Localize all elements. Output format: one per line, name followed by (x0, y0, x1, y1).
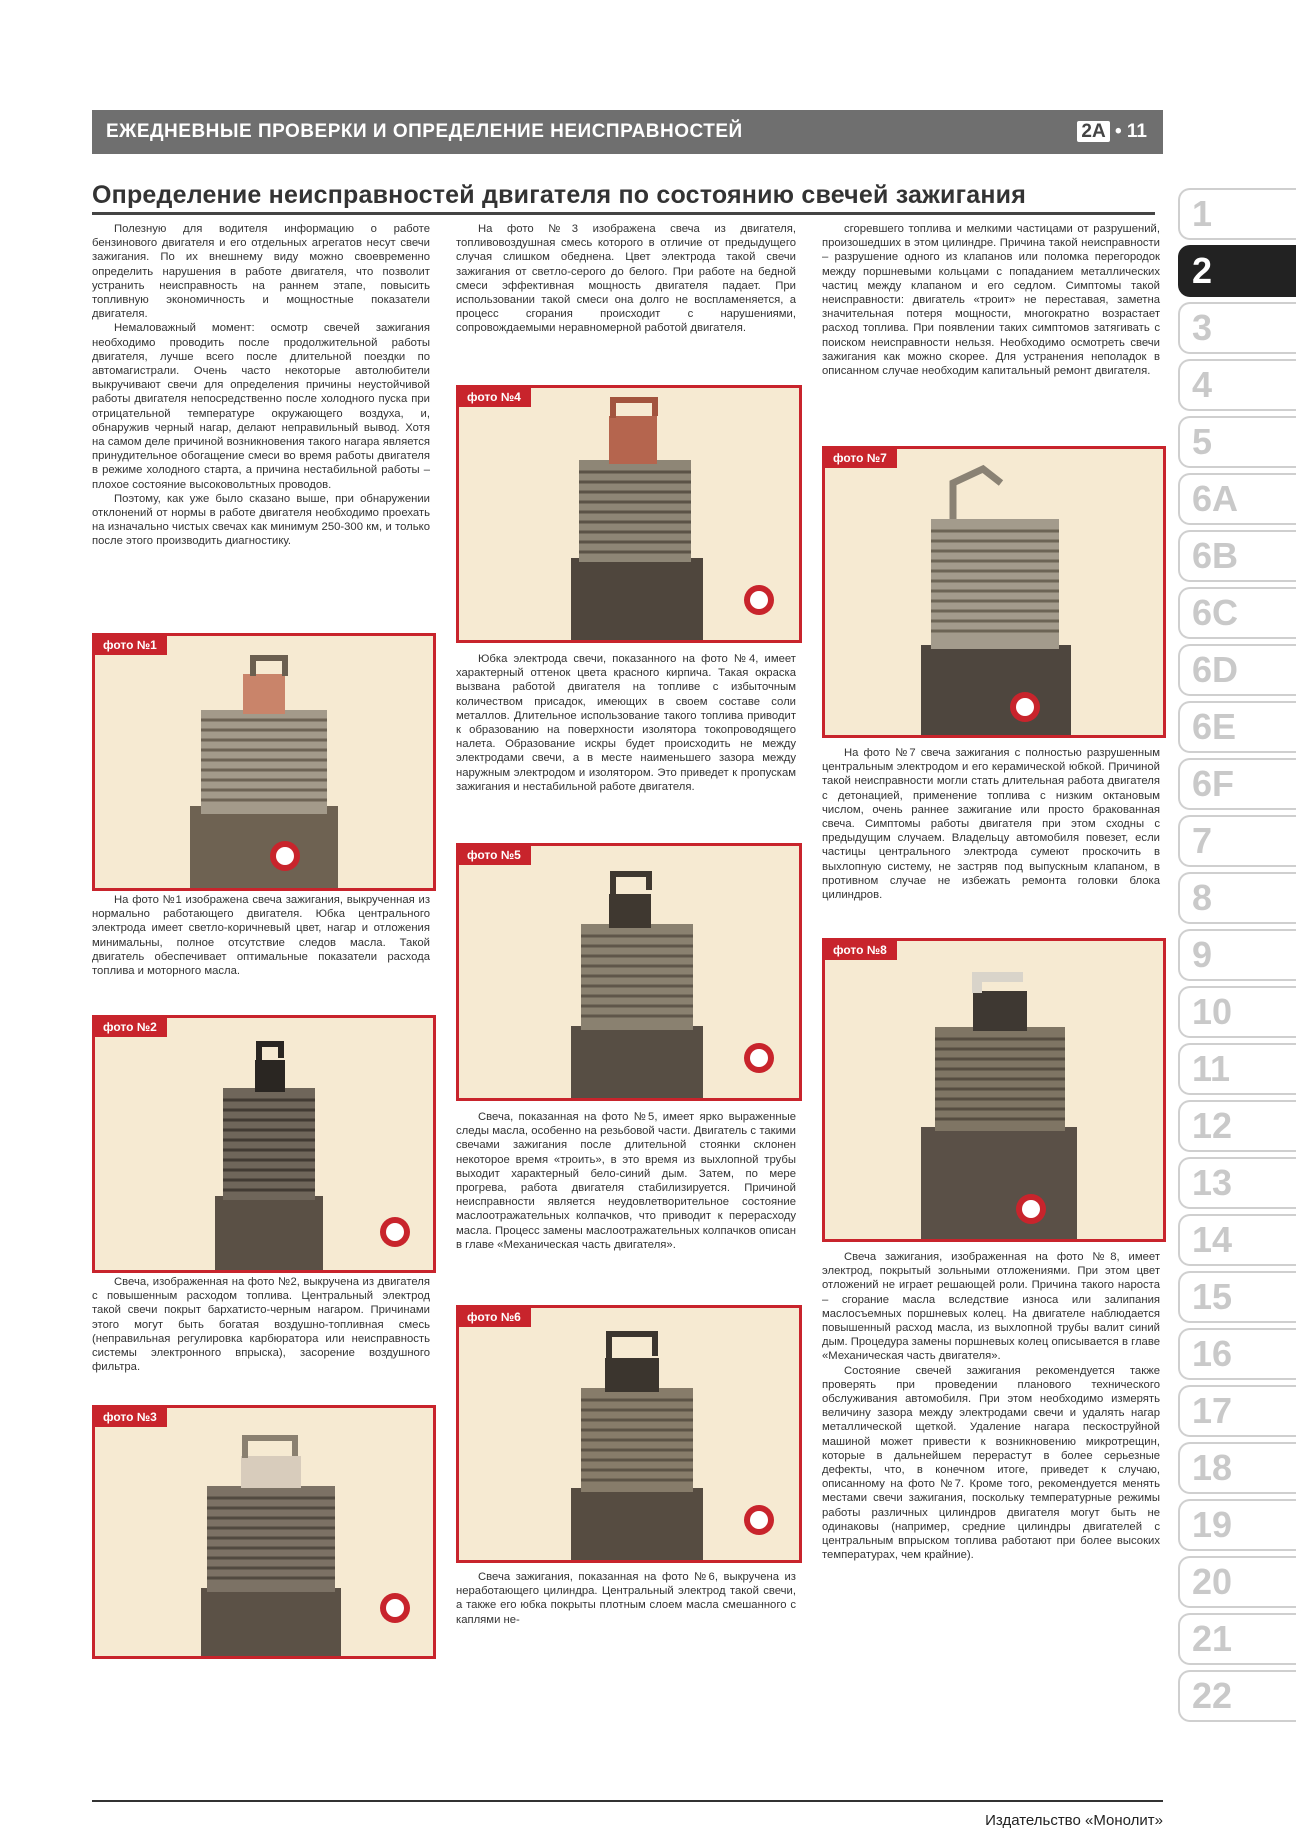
page-title: Определение неисправностей двигателя по состоянию свечей зажигания (92, 181, 1026, 209)
photo-label: фото №1 (95, 636, 167, 655)
paragraph: сгоревшего топлива и мелкими частицами от разрушений, произошедших в этом цилиндре. Причина такой неисправности – разрушение одного из клапанов или поломка перегородок между поршневыми кольцами с попаданием металлических частиц между клапаном и его седлом. Симптомы такой неисправности: двигатель «троит» не переставая, заметна значительная потеря мощности, многократно возрастает расход топлива. При появлении таких симптомов затягивать с поиском неисправности нельзя. Необходимо осмотреть свечи зажигания как можно скорее. Для устранения неполадок в описанном случае необходим капитальный ремонт двигателя. (822, 223, 1160, 378)
spark-plug-image (95, 1018, 433, 1270)
section-title: ЕЖЕДНЕВНЫЕ ПРОВЕРКИ И ОПРЕДЕЛЕНИЕ НЕИСПРАВНОСТЕЙ (106, 121, 743, 142)
photo-2 (92, 1015, 436, 1273)
chapter-tab-6f[interactable]: 6F (1178, 758, 1296, 810)
spark-plug-image (459, 1308, 799, 1560)
chapter-tab-13[interactable]: 13 (1178, 1157, 1296, 1209)
chapter-tab-6c[interactable]: 6C (1178, 587, 1296, 639)
col3-text-photo7 (822, 746, 1160, 902)
photo-6 (456, 1305, 802, 1563)
paragraph: Свеча, изображенная на фото №2, выкручена из двигателя с повышенным расходом топлива. Центральный электрод такой свечи покрыт бархатисто-черным нагаром. Причинами этого могут быть богатая воздушно-топливная смесь (неправильная регулировка карбюратора или неисправность системы электронного впрыска), засорение воздушного фильтра. (92, 1276, 430, 1374)
paragraph: На фото №7 свеча зажигания с полностью разрушенным центральным электродом и его керамической юбкой. Причиной такой неисправности могли стать длительная работа двигателя с детонацией, применение топлива с низким октановым числом, очень раннее зажигание или просто бракованная свеча. Симптомы работы двигателя при этом сходны с предыдущим случаем. Владельцу автомобиля повезет, если частицы центрального электрода сумеют проскочить в выхлопную систему, не застряв под выпускным клапаном, в противном случае не избежать ремонта головки блока цилиндров. (822, 747, 1160, 902)
photo-label: фото №8 (825, 941, 897, 960)
chapter-tab-1[interactable]: 1 (1178, 188, 1296, 240)
photo-8 (822, 938, 1166, 1242)
chapter-badge: 2A (1077, 121, 1109, 142)
photo-label: фото №5 (459, 846, 531, 865)
col1-intro (92, 222, 430, 549)
chapter-tab-12[interactable]: 12 (1178, 1100, 1296, 1152)
spark-plug-image (825, 941, 1163, 1239)
paragraph: Поэтому, как уже было сказано выше, при обнаружении отклонений от нормы в работе двигателя необходимо проехать на изначально чистых свечах как минимум 250-300 км, и только после этого производить диагностику. (92, 492, 430, 548)
chapter-tab-19[interactable]: 19 (1178, 1499, 1296, 1551)
chapter-tab-14[interactable]: 14 (1178, 1214, 1296, 1266)
paragraph: Состояние свечей зажигания рекомендуется также проверять при проведении планового технического обслуживания автомобиля. При этом необходимо измерять величину зазора между электродами свечи и удалять нагар металлической щеткой. Удаление нагара пескоструйной машиной может привести к возникновению микротрещин, которые в дальнейшем перерастут в более серьезные дефекты, что, в конечном итоге, приведет к случаю, описанному на фото №7. Кроме того, рекомендуется менять местами свечи зажигания, поскольку температурные режимы работы различных цилиндров двигателя могут быть не одинаковы (например, средние цилиндры двигателей с центральным впрыском топлива работают при более высоких температурах, чем крайние). (822, 1364, 1160, 1562)
paragraph: Полезную для водителя информацию о работе бензинового двигателя и его отдельных агрегатов несут свечи зажигания. По их внешнему виду можно своевременно определить нарушения в работе двигателя, что позволит устранить неисправность на раннем этапе, повысить топливную экономичность и мощностные показатели двигателя. (92, 223, 430, 321)
paragraph: Свеча зажигания, изображенная на фото №8, имеет электрод, покрытый зольными отложениями. При этом цвет отложений не играет решающей роли. Причина такого нароста – сгорание масла вследствие износа или залипания маслосъемных поршневых колец. На двигателе наблюдается повышенный расход масла, из выхлопной трубы валит синий дым. Процедура замены поршневых колец описывается в главе «Механическая часть двигателя». (822, 1251, 1160, 1363)
chapter-tab-22[interactable]: 22 (1178, 1670, 1296, 1722)
photo-label: фото №6 (459, 1308, 531, 1327)
photo-label: фото №2 (95, 1018, 167, 1037)
chapter-tab-20[interactable]: 20 (1178, 1556, 1296, 1608)
spark-plug-image (95, 1408, 433, 1656)
chapter-tab-6d[interactable]: 6D (1178, 644, 1296, 696)
col3-text-photo8 (822, 1250, 1160, 1562)
photo-1 (92, 633, 436, 891)
chapter-tab-6a[interactable]: 6A (1178, 473, 1296, 525)
col2-text-photo4 (456, 652, 796, 794)
chapter-tab-6e[interactable]: 6E (1178, 701, 1296, 753)
photo-4 (456, 385, 802, 643)
chapter-tab-16[interactable]: 16 (1178, 1328, 1296, 1380)
page-number (1077, 121, 1147, 143)
paragraph: На фото №1 изображена свеча зажигания, выкрученная из нормально работающего двигателя. Юбка центрального электрода имеет светло-коричневый цвет, нагар и отложения минимальны, полное отсутствие следов масла. Такой двигатель обеспечивает оптимальные показатели расхода топлива и моторного масла. (92, 894, 430, 978)
chapter-tab-18[interactable]: 18 (1178, 1442, 1296, 1494)
paragraph: Немаловажный момент: осмотр свечей зажигания необходимо проводить после продолжительной работы двигателя, лучше всего после длительной поездки по автомагистрали. Очень часто некоторые автолюбители выкручивают свечи для определения причины неустойчивой работы двигателя непосредственно после холодного пуска при отрицательной температуре окружающего воздуха, и, обнаружив черный нагар, делают неправильный вывод. Хотя на самом деле причиной возникновения такого нагара является принудительное обогащение смеси во время работы двигателя в режиме холодного старта, а причина нестабильной работы – плохое состояние высоковольтных проводов. (92, 322, 430, 491)
col2-text-photo6 (456, 1570, 796, 1627)
chapter-tab-3[interactable]: 3 (1178, 302, 1296, 354)
col2-top (456, 222, 796, 336)
photo-label: фото №3 (95, 1408, 167, 1427)
paragraph: На фото №3 изображена свеча из двигателя, топливовоздушная смесь которого в отличие от предыдущего случая слишком обеднена. Цвет электрода такой свечи зажигания от светло-серого до белого. При работе на бедной смеси эффективная мощность двигателя падает. При использовании такой смеси она долго не воспламеняется, а процесс сгорания происходит с нарушениями, сопровождаемыми неравномерной работой двигателя. (456, 223, 796, 335)
col3-top (822, 222, 1160, 378)
page-number-value: • 11 (1114, 121, 1147, 142)
col1-text-photo2 (92, 1275, 430, 1374)
photo-label: фото №4 (459, 388, 531, 407)
chapter-tab-17[interactable]: 17 (1178, 1385, 1296, 1437)
chapter-tab-9[interactable]: 9 (1178, 929, 1296, 981)
spark-plug-image (459, 846, 799, 1098)
chapter-tab-4[interactable]: 4 (1178, 359, 1296, 411)
chapter-tab-21[interactable]: 21 (1178, 1613, 1296, 1665)
col2-text-photo5 (456, 1110, 796, 1252)
section-header (92, 110, 1163, 154)
paragraph: Юбка электрода свечи, показанного на фото №4, имеет характерный оттенок цвета красного кирпича. Такая окраска вызвана работой двигателя на топливе с избыточным количеством присадок, имеющих в своем составе соли металлов. Длительное использование такого топлива приводит к образованию на поверхности изолятора токопроводящего налета. Образование искры будет происходить не между электродами свечи, а в месте наименьшего зазора между наружным электродом и изолятором. Это приведет к пропускам зажигания и нестабильной работе двигателя. (456, 653, 796, 793)
col1-text-photo1 (92, 893, 430, 978)
spark-plug-image (95, 636, 433, 888)
chapter-tab-6b[interactable]: 6B (1178, 530, 1296, 582)
photo-3 (92, 1405, 436, 1659)
chapter-tab-5[interactable]: 5 (1178, 416, 1296, 468)
photo-label: фото №7 (825, 449, 897, 468)
photo-5 (456, 843, 802, 1101)
paragraph: Свеча зажигания, показанная на фото №6, выкручена из неработающего цилиндра. Центральный электрод такой свечи, а также его юбка покрыты плотным слоем масла смешанного с каплями не- (456, 1571, 796, 1626)
title-divider (92, 212, 1155, 215)
chapter-tab-10[interactable]: 10 (1178, 986, 1296, 1038)
chapter-tab-11[interactable]: 11 (1178, 1043, 1296, 1095)
footer-divider (92, 1800, 1163, 1802)
chapter-tab-15[interactable]: 15 (1178, 1271, 1296, 1323)
photo-7 (822, 446, 1166, 738)
chapter-tab-8[interactable]: 8 (1178, 872, 1296, 924)
chapter-tab-2[interactable]: 2 (1178, 245, 1296, 297)
spark-plug-image (459, 388, 799, 640)
chapter-tab-7[interactable]: 7 (1178, 815, 1296, 867)
publisher: Издательство «Монолит» (985, 1812, 1163, 1829)
spark-plug-image (825, 449, 1163, 735)
paragraph: Свеча, показанная на фото №5, имеет ярко выраженные следы масла, особенно на резьбовой части. Двигатель с такими свечами зажигания после длительной стоянки склонен некоторое время «троить», в это время из выхлопной трубы выходит характерный бело-синий дым. Затем, по мере прогрева, работа двигателя стабилизируется. Причиной неисправности является неудовлетворительное состояние маслоотражательных колпачков, что приводит к перерасходу масла. Процесс замены маслоотражательных колпачков описан в главе «Механическая часть двигателя». (456, 1111, 796, 1251)
